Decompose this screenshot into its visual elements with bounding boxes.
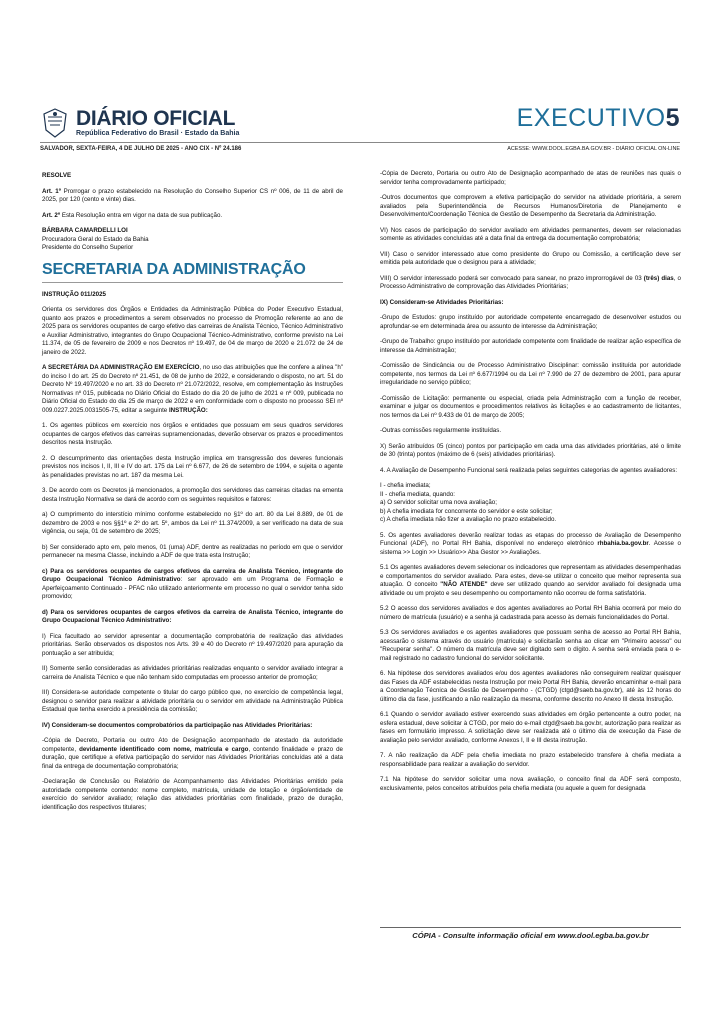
list-item: c) A chefia imediata não fizer a avaliação no prazo estabelecido. <box>380 516 557 523</box>
list-item: a) O servidor solicitar uma nova avaliação; <box>380 499 497 506</box>
portal-link: rhbahia.ba.gov.br <box>597 540 649 547</box>
paragraph: -Grupo de Estudos: grupo instituído por autoridade competente encarregado de desenvolver estudos ou aprofundar-se em determinada área ou assunto de interesse da Administração; <box>380 314 681 330</box>
publication-subtitle: República Federativo do Brasil · Estado da Bahia <box>76 130 240 137</box>
signatory-role-1: Procuradora Geral do Estado da Bahia <box>42 235 149 243</box>
paragraph: X) Serão atribuídos 05 (cinco) pontos por participação em cada uma das atividades prioritárias, até o limite de 30 (trinta) pontos (máximo de 6 (seis) atividades prioritárias). <box>380 442 681 458</box>
paragraph: VI) Nos casos de participação do servidor avaliado em atividades permanentes, devem ser relacionadas somente as atividades concluídas até a data final da entrega da documentação comprobatória; <box>380 226 681 242</box>
paragraph: VII) Caso o servidor interessado atue como presidente do Grupo ou Comissão, a certificação deve ser emitida pela autoridade que o designou para a atividade; <box>380 250 681 266</box>
header-rule <box>40 142 680 143</box>
paragraph <box>42 737 343 771</box>
paragraph <box>380 564 681 598</box>
paragraph: -Cópia de Decreto, Portaria ou outro Ato de Designação acompanhado de atas de reuniões nas quais o servidor tenha comprovadamente participado; <box>380 170 681 186</box>
paragraph: II) Somente serão consideradas as atividades prioritárias realizadas enquanto o servidor avaliado integrar a carreira de Analista Técnico e que não tenham sido computadas em processo anterior de promoção; <box>42 665 343 681</box>
paragraph <box>380 532 681 558</box>
paragraph: -Comissão de Licitação: permanente ou especial, criada pela Administração com a função de receber, examinar e julgar os documentos e procedimentos relativos às licitações e ao cadastramento de licitantes, nos termos da Lei nº 9.433 de 01 de março de 2005; <box>380 394 681 419</box>
paragraph: -Comissão de Sindicância ou de Processo Administrativo Disciplinar: comissão instituída por autoridade competente, nos termos da Lei nº 6.677/1994 ou da Lei nº 7.990 de 27 de dezembro de 2001, para apurar irregularidade no serviço público; <box>380 362 681 386</box>
list-item: I - chefia imediata; <box>380 482 431 489</box>
paragraph <box>42 364 343 415</box>
paragraph: IV) Consideram-se documentos comprobatórios da participação nas Atividades Prioritárias: <box>42 721 313 729</box>
paragraph-text: -Cópia de Decreto, Portaria ou outro Ato de Designação acompanhado de atestado da autoridade competente, <box>42 737 343 753</box>
article-1-text: Prorrogar o prazo estabelecido na Resolução do Conselho Superior CS nº 006, de 11 de abril de 2025, por 120 (cento e vinte) dias. <box>42 187 343 203</box>
page-number: 5 <box>665 104 680 132</box>
paragraph: 7.1 Na hipótese do servidor solicitar uma nova avaliação, o conceito final da ADF será composto, exclusivamente, pelos conceitos atribuídos pela chefia mediata (ou aquele a quem for designada <box>380 776 681 792</box>
paragraph: -Outros documentos que comprovem a efetiva participação do servidor na atividade prioritária, a serem avaliados pela Superintendência de Recursos Humanos/Diretoria de Planejamento e Desenvolvimento/Coordenação Técnica de Gestão de Desempenho da Secretaria da Administração. <box>380 194 681 218</box>
paragraph: -Declaração de Conclusão ou Relatório de Acompanhamento das Atividades Prioritárias emitido pela autoridade competente contendo: nome completo, matrícula, unidade de lotação e órgão/entidade de exercício do servidor avaliado; relação das atividades prioritárias com finalidade, prazo de duração, identificação dos respectivos titulares; <box>42 778 343 811</box>
paragraph: 4. A Avaliação de Desempenho Funcional será realizada pelas seguintes categorias de agentes avaliadores: <box>380 466 678 474</box>
paragraph <box>380 275 681 292</box>
paragraph <box>42 568 343 602</box>
paragraph: 2. O descumprimento das orientações desta Instrução implica em transgressão dos deveres funcionais previstos nos incisos I, II, III e IV do art. 175 da Lei nº 6.677, de 26 de setembro de 1994, e sujeita o agente às penalidades previstas no art. 187 da mesma Lei. <box>42 454 343 479</box>
instruction-title: INSTRUÇÃO 011/2025 <box>42 290 106 298</box>
paragraph: Orienta os servidores dos Órgãos e Entidades da Administração Pública do Poder Executivo Estadual, quanto aos prazos e procedimentos a serem observados no processo de Promoção referente ao ano de 2025 para os servidores ocupantes de cargo efetivo das carreiras de Analista Técnico, Técnico Administrativo e Auxiliar Administrativo, integrantes do Grupo Ocupacional Técnico-Administrativo, conforme previsto na Lei 11.374, de 05 de fevereiro de 2009 e nos Decretos nº 19.497, de 04 de março de 2020 e 21.072 de 24 de janeiro de 2022. <box>42 306 343 356</box>
paragraph: d) Para os servidores ocupantes de cargos efetivos da carreira de Analista Técnico, integrante do Grupo Ocupacional Técnico Administrativo: <box>42 608 343 624</box>
signatory-name: BÁRBARA CAMARDELLI LOI <box>42 227 128 234</box>
section-title <box>517 104 680 133</box>
paragraph: 7. A não realização da ADF pela chefia imediata no prazo estabelecido transfere à chefia mediata a responsabilidade para realizar a avaliação do servidor. <box>380 752 681 768</box>
paragraph: 3. De acordo com os Decretos já mencionados, a promoção dos servidores das carreiras citadas na ementa desta Instrução Normativa se dará de acordo com os seguintes requisitos e fatores: <box>42 487 343 503</box>
footer-rule <box>380 927 681 928</box>
paragraph: I) Fica facultado ao servidor apresentar a documentação comprobatória de realização das atividades prioritárias. Serão observados os dispostos nos Arts. 39 e 40 do Decreto nº 19.497/2020 para apuração da pontuação a ser atribuída; <box>42 632 343 657</box>
list-item: II - chefia mediata, quando: <box>380 490 455 498</box>
section-heading: SECRETARIA DA ADMINISTRAÇÃO <box>42 261 343 283</box>
paragraph: 1. Os agentes públicos em exercício nos órgãos e entidades que possuam em seus quadros servidores ocupantes de cargos efetivos das carreiras supramencionadas, deverão observar os prazos e procedimentos descritos nesta Instrução. <box>42 422 343 446</box>
paragraph-text: . Acesse o sistema >> Login >> Usuário>> Aba Gestor >> Avaliações. <box>380 540 681 556</box>
paragraph-text: , o Processo Administrativo de comprovação das Atividades Prioritárias; <box>380 274 681 290</box>
publication-name: DIÁRIO OFICIAL <box>76 107 236 130</box>
article-2-label: Art. 2º <box>42 211 61 219</box>
paragraph: -Grupo de Trabalho: grupo instituído por autoridade competente com finalidade de realizar ação específica de interesse da Administração; <box>380 338 681 354</box>
article-1 <box>42 188 343 205</box>
paragraph: IX) Consideram-se Atividades Prioritárias: <box>380 298 504 306</box>
paragraph-text: 5. Os agentes avaliadores deverão realizar todas as etapas do processo de Avaliação de Desempenho Funcional (ADF), no Portal RH Bahia, disponível no endereço eletrônico <box>380 531 681 547</box>
article-1-label: Art. 1º <box>42 187 61 195</box>
paragraph: -Outras comissões regularmente instituídas. <box>380 427 502 434</box>
paragraph-text: : ser aprovado em um Programa de Formação e Aperfeiçoamento Continuado - PFAC não utilizado anteriormente em processo no qual o servidor tenha sido promovido; <box>42 576 343 600</box>
masthead <box>40 104 680 154</box>
paragraph-end: INSTRUÇÃO: <box>168 406 208 414</box>
paragraph-text: deve ser utilizado quando ao servidor avaliado foi designada uma atividade ou um projeto e seu desempenho ou comportamento não ocorreu de forma satisfatória. <box>380 581 681 597</box>
coat-of-arms-icon <box>42 108 68 138</box>
paragraph-emphasis: (três) dias <box>643 274 674 282</box>
paragraph-text: , contendo finalidade e prazo de duração, que certifique a efetiva participação do servidor nas Atividades Prioritárias concluídas até a data final da entrega de documentação comprobatória; <box>42 745 343 770</box>
paragraph-text: 5.1 Os agentes avaliadores devem selecionar os indicadores que representam as atividades desempenhadas e comportamentos do servidor avaliado. Para estes, deve-se utilizar o conceito que melhor representa sua atuação. O conceito <box>380 564 681 588</box>
paragraph: b) Ser considerado apto em, pelo menos, 01 (uma) ADF, dentre as realizadas no período em que o servidor permanecer na mesma Classe, incluindo a ADF de que trata esta Instrução; <box>42 543 343 559</box>
paragraph: a) O cumprimento do interstício mínimo conforme estabelecido no §1º do art. 80 da Lei 8.889, de 01 de dezembro de 2003 e nos §§1º e 2º do art. 5º, ambos da Lei nº 11.374/2009, a ser verificado na data de sua vigência, ou seja, 01 de setembro de 2025; <box>42 511 343 535</box>
section-name: EXECUTIVO <box>516 104 666 132</box>
article-2-text: Esta Resolução entra em vigor na data de sua publicação. <box>61 211 223 219</box>
paragraph: 6. Na hipótese dos servidores avaliados e/ou dos agentes avaliadores não conseguirem realizar quaisquer das Fases da ADF estabelecidas nesta Instrução por meio Portal RH Bahia, deverão encaminhar e-mail para a Coordenação Técnica de Gestão de Desempenho - (CTGD) (ctgd@saeb.ba.gov.br), até às 12 horas do último dia da fase, justificando a não realização da mesma, conforme descrito no Anexo III desta Instrução. <box>380 670 681 703</box>
paragraph: 6.1 Quando o servidor avaliado estiver exercendo suas atividades em órgão pertencente a outro poder, na esfera estadual, deve solicitar à CTGD, por meio do e-mail ctgd@saeb.ba.gov.br, autorização para realizar as fases em formulário impresso. A solicitação deve ser realizada até o último dia de execução da Fase de avaliação pelo servidor avaliado, conforme Anexos I, II e III desta instrução. <box>380 711 681 744</box>
paragraph: 5.3 Os servidores avaliados e os agentes avaliadores que possuam senha de acesso ao Portal RH Bahia, acessarão o sistema através do usuário (matrícula) e solicitarão senha ao clicar em "Primeiro acesso" ou "Recuperar senha". O número da matrícula deve ser digitado sem o dígito. A senha será enviada para o e-mail registrado no cadastro funcional do servidor solicitante. <box>380 629 681 662</box>
copy-notice: CÓPIA - Consulte informação oficial em www.dool.egba.ba.gov.br <box>412 931 649 940</box>
paragraph-text: VIII) O servidor interessado poderá ser convocado para sanear, no prazo improrrogável de 03 <box>380 274 644 282</box>
paragraph-text: , no uso das atribuições que lhe confere a alínea "h" do inciso I do art. 25 do Decreto nº 21.451, de 08 de junho de 2022, e considerando o disposto, no art. 51 do Decreto Nº 19.497/2020 e no art. 33 do Decreto nº 21.072/2022, resolve, em complementação às Instruções Normativas nº 015, publicada no Diário Oficial do Estado do dia 20 de julho de 2021 e nº 009, publicada no Diário Oficial do Estado do dia 25 de março de 2022 e em conformidade com o disposto no processo SEI nº 009.0227.2025.0031505-75, editar a seguinte <box>42 364 343 414</box>
dateline: SALVADOR, SEXTA-FEIRA, 4 DE JULHO DE 2025 - ANO CIX - Nº 24.186 <box>40 146 242 152</box>
left-column <box>42 172 343 819</box>
access-line: ACESSE: WWW.DOOL.EGBA.BA.GOV.BR - DIÁRIO OFICIAL ON-LINE <box>507 146 680 152</box>
paragraph: 5.2 O acesso dos servidores avaliados e dos agentes avaliadores ao Portal RH Bahia ocorrerá por meio do número de matrícula (usuário) e a senha já cadastrada para acesso às demais funcionalidades do Portal. <box>380 605 681 621</box>
paragraph-lead: c) Para os servidores ocupantes de cargos efetivos da carreira de Analista Técnico, integrante do Grupo Ocupacional Técnico Administrativo <box>42 567 343 583</box>
paragraph: III) Considera-se autoridade competente o titular do cargo público que, no exercício de competência legal, designou o servidor para realizar a atividade prioritária ou o servidor em atividade na Administração Pública Estadual que tenha exercido a presidência da comissão; <box>42 689 343 713</box>
paragraph-emphasis: "NÃO ATENDE" <box>440 581 488 588</box>
signatory-role-2: Presidente do Conselho Superior <box>42 244 134 251</box>
resolve-heading: RESOLVE <box>42 172 72 179</box>
paragraph-lead: A SECRETÁRIA DA ADMINISTRAÇÃO EM EXERCÍCIO <box>42 364 200 371</box>
right-column <box>380 170 681 800</box>
list-item: b) A chefia imediata for concorrente do servidor e este solicitar; <box>380 507 553 515</box>
article-2 <box>42 212 343 221</box>
paragraph-emphasis: devidamente identificado com nome, matrícula e cargo <box>79 745 249 753</box>
